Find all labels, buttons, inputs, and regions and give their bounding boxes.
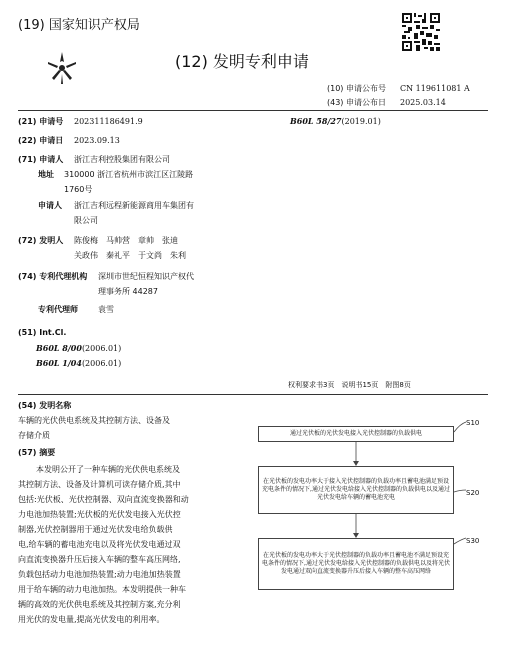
invention-title-line-2: 存储介质 xyxy=(18,431,50,440)
abstract-line: 其控制方法、设备及计算机可读存储介质,其中 xyxy=(18,480,181,489)
agency-line-1: 深圳市世纪恒程知识产权代 xyxy=(98,272,194,281)
inventors-line-1: 陈俊梅 马帅营 章帅 张迪 xyxy=(74,236,178,245)
abstract-line: 包括:光伏板、光伏控制器、双向直流变换器和动 xyxy=(18,495,189,504)
int-cl-2 xyxy=(36,358,121,369)
abstract-line: 辆的高效的光伏供电系统及其控制方案,充分利 xyxy=(18,600,181,609)
page-counts: 权利要求书3页 说明书15页 附图8页 xyxy=(288,381,411,389)
inventor-label: (72) 发明人 xyxy=(18,236,64,245)
int-cl-1 xyxy=(36,343,121,354)
arrowhead-s30 xyxy=(353,533,359,538)
authority: (19) 国家知识产权局 xyxy=(18,18,140,33)
header-divider xyxy=(18,110,488,111)
address-label: 地址 xyxy=(38,170,54,179)
publication-number-label: (10) 申请公布号 xyxy=(327,84,386,93)
application-date: 2023.09.13 xyxy=(74,136,120,145)
application-number: 202311186491.9 xyxy=(74,117,143,126)
cpc-date: (2019.01) xyxy=(341,117,381,126)
arrowhead-s20 xyxy=(353,461,359,466)
abstract-line: 向直流变换器升压后接入车辆的整车高压网络, xyxy=(18,555,181,564)
publication-date-label: (43) 申请公布日 xyxy=(327,98,386,107)
qr-code xyxy=(402,13,440,51)
applicant-2-label: 申请人 xyxy=(38,201,62,210)
flowchart-step-s20: 在光伏板的发电功率大于接入光伏控制器的负载功率且蓄电池满足预设充电条件的情况下,通过光伏发电给接入光伏控制器的负载供电以及通过光伏发电给车辆的蓄电池充电 xyxy=(258,466,454,514)
abstract-line: 电,给车辆的蓄电池充电以及将光伏发电通过双 xyxy=(18,540,181,549)
s20-leader-line xyxy=(454,490,466,492)
s10-leader-line xyxy=(454,422,466,432)
agent-name: 袁雪 xyxy=(98,305,114,314)
abstract-label: (57) 摘要 xyxy=(18,448,56,457)
biblio-divider xyxy=(18,394,488,395)
s30-leader-line xyxy=(454,538,466,544)
abstract-line: 用光伏的发电量,提高光伏发电的利用率。 xyxy=(18,615,165,624)
int-cl-label: (51) Int.Cl. xyxy=(18,328,67,337)
application-date-label: (22) 申请日 xyxy=(18,136,64,145)
publication-number: CN 119611081 A xyxy=(400,84,470,93)
cpc-code: B60L 58/27 xyxy=(290,116,342,126)
publication-date: 2025.03.14 xyxy=(400,98,446,107)
agent-label: 专利代理师 xyxy=(38,305,78,314)
cnipa-logo xyxy=(42,48,82,88)
abstract-line: 负载包括动力电池加热装置;动力电池加热装置 xyxy=(18,570,181,579)
document-type: (12) 发明专利申请 xyxy=(175,52,309,71)
applicant-1: 浙江吉利控股集团有限公司 xyxy=(74,155,170,164)
agency-label: (74) 专利代理机构 xyxy=(18,272,88,281)
flowchart-label-s10: S10 xyxy=(466,419,480,427)
cpc-classification xyxy=(290,116,381,127)
applicant-label: (71) 申请人 xyxy=(18,155,64,164)
flowchart-label-s20: S20 xyxy=(466,489,480,497)
abstract-line: 本发明公开了一种车辆的光伏供电系统及 xyxy=(36,465,180,474)
int-cl-2-code: B60L 1/04 xyxy=(36,358,82,368)
int-cl-1-date: (2006.01) xyxy=(81,344,122,353)
applicant-2-line-1: 浙江吉利远程新能源商用车集团有 xyxy=(74,201,194,210)
application-number-label: (21) 申请号 xyxy=(18,117,64,126)
address-line-2: 1760号 xyxy=(64,185,93,194)
abstract-body xyxy=(18,462,240,627)
invention-title-label: (54) 发明名称 xyxy=(18,401,72,410)
abstract-line: 制器,光伏控制器用于通过光伏发电给负载供 xyxy=(18,525,173,534)
applicant-2-line-2: 限公司 xyxy=(74,216,98,225)
invention-title-line-1: 车辆的光伏供电系统及其控制方法、设备及 xyxy=(18,416,170,425)
abstract-line: 用于给车辆的动力电池加热。本发明提供一种车 xyxy=(18,585,186,594)
inventors-line-2: 关政伟 秦礼平 于文尚 朱利 xyxy=(74,251,186,260)
int-cl-2-date: (2006.01) xyxy=(81,359,122,368)
agency-line-2: 理事务所 44287 xyxy=(98,287,158,296)
flowchart-step-s30: 在光伏板的发电功率大于光伏控制器的负载功率且蓄电池不满足预设充电条件的情况下,通过光伏发电给接入光伏控制器的负载供电以及将光伏发电通过双向直流变换器升压后接入车辆的整车高压网络 xyxy=(258,538,454,590)
flowchart-connectors xyxy=(250,410,480,600)
abstract-line: 力电池加热装置;光伏板的光伏发电接入光伏控 xyxy=(18,510,181,519)
address-line-1: 310000 浙江省杭州市滨江区江陵路 xyxy=(64,170,194,179)
flowchart-label-s30: S30 xyxy=(466,537,480,545)
int-cl-1-code: B60L 8/00 xyxy=(36,343,82,353)
flowchart-step-s10: 通过光伏板的光伏发电接入光伏控制器的负载供电 xyxy=(258,426,454,442)
